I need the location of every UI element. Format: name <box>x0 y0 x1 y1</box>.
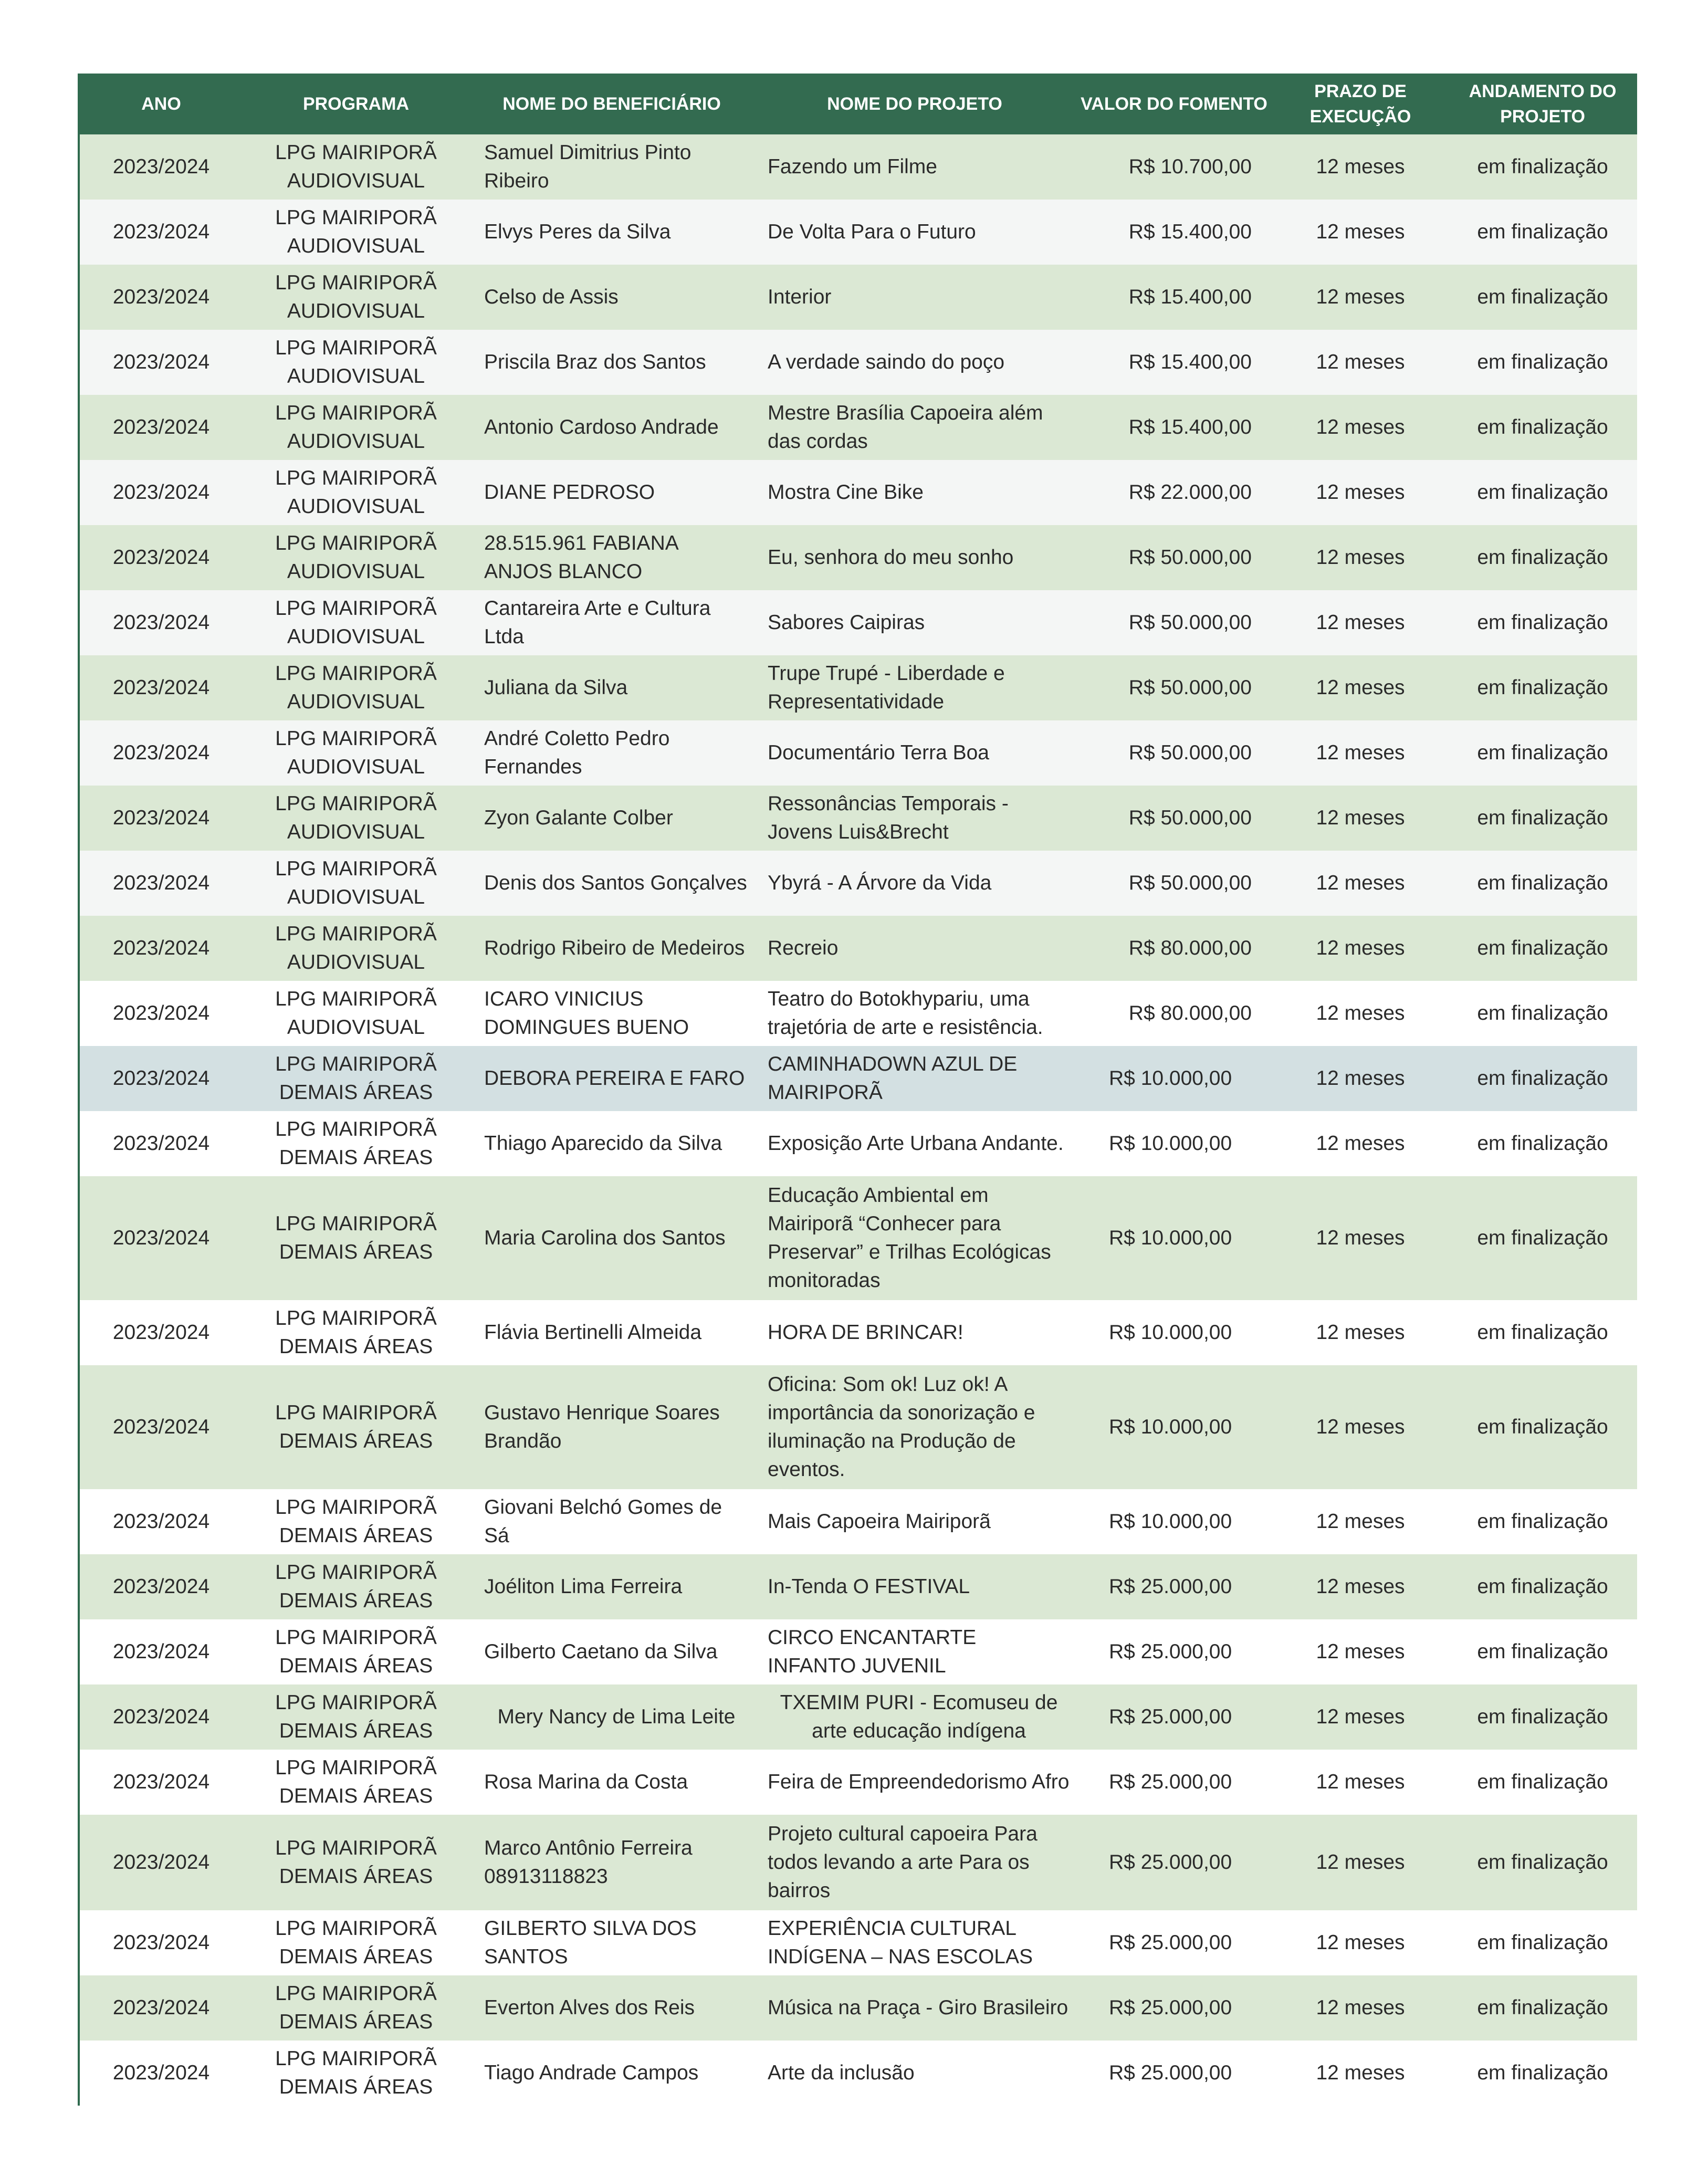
cell-andamento: em finalização <box>1448 1910 1637 1975</box>
cell-andamento: em finalização <box>1448 1975 1637 2041</box>
cell-prazo: 12 meses <box>1273 1046 1448 1111</box>
cell-projeto: Oficina: Som ok! Luz ok! A importância da sonorização e iluminação na Produção de eventos. <box>754 1365 1075 1489</box>
cell-andamento: em finalização <box>1448 265 1637 330</box>
cell-valor: R$ 50.000,00 <box>1075 590 1273 655</box>
cell-projeto: In-Tenda O FESTIVAL <box>754 1554 1075 1619</box>
cell-projeto: CIRCO ENCANTARTE INFANTO JUVENIL <box>754 1619 1075 1684</box>
cell-andamento: em finalização <box>1448 1619 1637 1684</box>
cell-programa: LPG MAIRIPORÃ DEMAIS ÁREAS <box>243 1750 469 1815</box>
table-row <box>80 1684 1637 1750</box>
header-ano: ANO <box>80 74 243 134</box>
cell-programa: LPG MAIRIPORÃ DEMAIS ÁREAS <box>243 1176 469 1300</box>
cell-ano: 2023/2024 <box>80 1910 243 1975</box>
cell-projeto: Documentário Terra Boa <box>754 720 1075 786</box>
table-row <box>80 1975 1637 2041</box>
cell-andamento: em finalização <box>1448 200 1637 265</box>
cell-programa: LPG MAIRIPORÃ DEMAIS ÁREAS <box>243 1815 469 1910</box>
cell-valor: R$ 25.000,00 <box>1075 1910 1273 1975</box>
cell-prazo: 12 meses <box>1273 981 1448 1046</box>
cell-andamento: em finalização <box>1448 720 1637 786</box>
cell-valor: R$ 22.000,00 <box>1075 460 1273 525</box>
cell-valor: R$ 15.400,00 <box>1075 200 1273 265</box>
cell-programa: LPG MAIRIPORÃ AUDIOVISUAL <box>243 330 469 395</box>
table-row <box>80 1489 1637 1554</box>
table-row <box>80 395 1637 460</box>
table-row <box>80 786 1637 851</box>
cell-beneficiario: Samuel Dimitrius Pinto Ribeiro <box>469 134 754 200</box>
cell-valor: R$ 80.000,00 <box>1075 981 1273 1046</box>
table-row <box>80 655 1637 720</box>
cell-prazo: 12 meses <box>1273 1975 1448 2041</box>
cell-beneficiario: Rodrigo Ribeiro de Medeiros <box>469 916 754 981</box>
cell-ano: 2023/2024 <box>80 1554 243 1619</box>
cell-programa: LPG MAIRIPORÃ AUDIOVISUAL <box>243 655 469 720</box>
cell-programa: LPG MAIRIPORÃ AUDIOVISUAL <box>243 851 469 916</box>
table-row <box>80 200 1637 265</box>
table-row <box>80 1365 1637 1489</box>
cell-ano: 2023/2024 <box>80 590 243 655</box>
cell-andamento: em finalização <box>1448 1111 1637 1176</box>
cell-projeto: Sabores Caipiras <box>754 590 1075 655</box>
cell-valor: R$ 25.000,00 <box>1075 1975 1273 2041</box>
header-projeto: NOME DO PROJETO <box>754 74 1075 134</box>
cell-ano: 2023/2024 <box>80 1489 243 1554</box>
cell-ano: 2023/2024 <box>80 916 243 981</box>
cell-prazo: 12 meses <box>1273 1176 1448 1300</box>
cell-prazo: 12 meses <box>1273 395 1448 460</box>
cell-prazo: 12 meses <box>1273 1489 1448 1554</box>
table-row <box>80 525 1637 590</box>
table-row <box>80 1300 1637 1365</box>
cell-projeto: Interior <box>754 265 1075 330</box>
cell-prazo: 12 meses <box>1273 1910 1448 1975</box>
cell-ano: 2023/2024 <box>80 655 243 720</box>
cell-programa: LPG MAIRIPORÃ DEMAIS ÁREAS <box>243 1111 469 1176</box>
cell-beneficiario: Denis dos Santos Gonçalves <box>469 851 754 916</box>
cell-prazo: 12 meses <box>1273 1750 1448 1815</box>
cell-ano: 2023/2024 <box>80 1815 243 1910</box>
table-row <box>80 1815 1637 1910</box>
cell-valor: R$ 10.700,00 <box>1075 134 1273 200</box>
cell-beneficiario: Juliana da Silva <box>469 655 754 720</box>
cell-beneficiario: Gustavo Henrique Soares Brandão <box>469 1365 754 1489</box>
cell-beneficiario: DIANE PEDROSO <box>469 460 754 525</box>
cell-beneficiario: Marco Antônio Ferreira 08913118823 <box>469 1815 754 1910</box>
table-row <box>80 590 1637 655</box>
cell-beneficiario: Giovani Belchó Gomes de Sá <box>469 1489 754 1554</box>
cell-ano: 2023/2024 <box>80 1750 243 1815</box>
cell-valor: R$ 10.000,00 <box>1075 1300 1273 1365</box>
cell-programa: LPG MAIRIPORÃ AUDIOVISUAL <box>243 134 469 200</box>
cell-valor: R$ 25.000,00 <box>1075 1750 1273 1815</box>
cell-prazo: 12 meses <box>1273 265 1448 330</box>
header-programa: PROGRAMA <box>243 74 469 134</box>
cell-prazo: 12 meses <box>1273 590 1448 655</box>
cell-projeto: EXPERIÊNCIA CULTURAL INDÍGENA – NAS ESCOLAS <box>754 1910 1075 1975</box>
cell-ano: 2023/2024 <box>80 200 243 265</box>
cell-valor: R$ 15.400,00 <box>1075 265 1273 330</box>
cell-andamento: em finalização <box>1448 134 1637 200</box>
cell-prazo: 12 meses <box>1273 1815 1448 1910</box>
cell-projeto: Teatro do Botokhypariu, uma trajetória de arte e resistência. <box>754 981 1075 1046</box>
cell-projeto: Trupe Trupé - Liberdade e Representatividade <box>754 655 1075 720</box>
cell-valor: R$ 10.000,00 <box>1075 1489 1273 1554</box>
cell-prazo: 12 meses <box>1273 2041 1448 2106</box>
cell-projeto: Mostra Cine Bike <box>754 460 1075 525</box>
cell-andamento: em finalização <box>1448 395 1637 460</box>
table-row <box>80 134 1637 200</box>
cell-programa: LPG MAIRIPORÃ AUDIOVISUAL <box>243 720 469 786</box>
header-andamento: ANDAMENTO DO PROJETO <box>1448 74 1637 134</box>
cell-andamento: em finalização <box>1448 2041 1637 2106</box>
cell-programa: LPG MAIRIPORÃ AUDIOVISUAL <box>243 395 469 460</box>
cell-beneficiario: Celso de Assis <box>469 265 754 330</box>
cell-valor: R$ 25.000,00 <box>1075 1815 1273 1910</box>
cell-prazo: 12 meses <box>1273 460 1448 525</box>
cell-valor: R$ 50.000,00 <box>1075 720 1273 786</box>
cell-andamento: em finalização <box>1448 786 1637 851</box>
cell-programa: LPG MAIRIPORÃ DEMAIS ÁREAS <box>243 2041 469 2106</box>
cell-projeto: Recreio <box>754 916 1075 981</box>
cell-valor: R$ 25.000,00 <box>1075 1684 1273 1750</box>
cell-projeto: Feira de Empreendedorismo Afro <box>754 1750 1075 1815</box>
cell-prazo: 12 meses <box>1273 1365 1448 1489</box>
cell-valor: R$ 50.000,00 <box>1075 525 1273 590</box>
cell-ano: 2023/2024 <box>80 720 243 786</box>
cell-valor: R$ 25.000,00 <box>1075 2041 1273 2106</box>
fomento-table <box>80 74 1637 2106</box>
cell-andamento: em finalização <box>1448 1815 1637 1910</box>
cell-programa: LPG MAIRIPORÃ DEMAIS ÁREAS <box>243 1300 469 1365</box>
cell-programa: LPG MAIRIPORÃ DEMAIS ÁREAS <box>243 1046 469 1111</box>
cell-andamento: em finalização <box>1448 655 1637 720</box>
cell-projeto: Ressonâncias Temporais - Jovens Luis&Brecht <box>754 786 1075 851</box>
header-prazo: PRAZO DE EXECUÇÃO <box>1273 74 1448 134</box>
cell-valor: R$ 10.000,00 <box>1075 1111 1273 1176</box>
table-row <box>80 916 1637 981</box>
cell-programa: LPG MAIRIPORÃ AUDIOVISUAL <box>243 460 469 525</box>
cell-andamento: em finalização <box>1448 1176 1637 1300</box>
cell-andamento: em finalização <box>1448 1046 1637 1111</box>
cell-ano: 2023/2024 <box>80 1046 243 1111</box>
table-header-row <box>80 74 1637 134</box>
table-row <box>80 1910 1637 1975</box>
table-row <box>80 851 1637 916</box>
cell-valor: R$ 50.000,00 <box>1075 851 1273 916</box>
cell-programa: LPG MAIRIPORÃ DEMAIS ÁREAS <box>243 1489 469 1554</box>
table-row <box>80 1111 1637 1176</box>
cell-ano: 2023/2024 <box>80 395 243 460</box>
cell-ano: 2023/2024 <box>80 1619 243 1684</box>
cell-andamento: em finalização <box>1448 525 1637 590</box>
cell-projeto: Música na Praça - Giro Brasileiro <box>754 1975 1075 2041</box>
cell-beneficiario: ICARO VINICIUS DOMINGUES BUENO <box>469 981 754 1046</box>
cell-programa: LPG MAIRIPORÃ AUDIOVISUAL <box>243 590 469 655</box>
table-row <box>80 1176 1637 1300</box>
cell-beneficiario: DEBORA PEREIRA E FARO <box>469 1046 754 1111</box>
cell-beneficiario: Cantareira Arte e Cultura Ltda <box>469 590 754 655</box>
table-row <box>80 1554 1637 1619</box>
cell-projeto: CAMINHADOWN AZUL DE MAIRIPORÃ <box>754 1046 1075 1111</box>
cell-prazo: 12 meses <box>1273 1619 1448 1684</box>
cell-beneficiario: 28.515.961 FABIANA ANJOS BLANCO <box>469 525 754 590</box>
cell-beneficiario: Everton Alves dos Reis <box>469 1975 754 2041</box>
cell-ano: 2023/2024 <box>80 1365 243 1489</box>
cell-valor: R$ 25.000,00 <box>1075 1554 1273 1619</box>
table-row <box>80 330 1637 395</box>
cell-projeto: A verdade saindo do poço <box>754 330 1075 395</box>
cell-programa: LPG MAIRIPORÃ AUDIOVISUAL <box>243 981 469 1046</box>
cell-ano: 2023/2024 <box>80 525 243 590</box>
cell-andamento: em finalização <box>1448 981 1637 1046</box>
cell-valor: R$ 10.000,00 <box>1075 1046 1273 1111</box>
cell-ano: 2023/2024 <box>80 460 243 525</box>
cell-valor: R$ 15.400,00 <box>1075 395 1273 460</box>
cell-prazo: 12 meses <box>1273 916 1448 981</box>
cell-projeto: Eu, senhora do meu sonho <box>754 525 1075 590</box>
cell-valor: R$ 50.000,00 <box>1075 786 1273 851</box>
cell-andamento: em finalização <box>1448 590 1637 655</box>
cell-projeto: Mestre Brasília Capoeira além das cordas <box>754 395 1075 460</box>
cell-beneficiario: Zyon Galante Colber <box>469 786 754 851</box>
cell-beneficiario: Priscila Braz dos Santos <box>469 330 754 395</box>
cell-beneficiario: Mery Nancy de Lima Leite <box>469 1684 754 1750</box>
cell-andamento: em finalização <box>1448 916 1637 981</box>
cell-beneficiario: Maria Carolina dos Santos <box>469 1176 754 1300</box>
table-row <box>80 2041 1637 2106</box>
cell-projeto: Exposição Arte Urbana Andante. <box>754 1111 1075 1176</box>
cell-andamento: em finalização <box>1448 1750 1637 1815</box>
cell-prazo: 12 meses <box>1273 786 1448 851</box>
cell-andamento: em finalização <box>1448 330 1637 395</box>
cell-andamento: em finalização <box>1448 1554 1637 1619</box>
cell-andamento: em finalização <box>1448 1684 1637 1750</box>
table-row <box>80 981 1637 1046</box>
cell-ano: 2023/2024 <box>80 1975 243 2041</box>
cell-programa: LPG MAIRIPORÃ AUDIOVISUAL <box>243 786 469 851</box>
cell-valor: R$ 50.000,00 <box>1075 655 1273 720</box>
cell-beneficiario: Tiago Andrade Campos <box>469 2041 754 2106</box>
cell-programa: LPG MAIRIPORÃ AUDIOVISUAL <box>243 200 469 265</box>
cell-valor: R$ 10.000,00 <box>1075 1365 1273 1489</box>
cell-andamento: em finalização <box>1448 1365 1637 1489</box>
cell-ano: 2023/2024 <box>80 981 243 1046</box>
cell-ano: 2023/2024 <box>80 134 243 200</box>
cell-projeto: Mais Capoeira Mairiporã <box>754 1489 1075 1554</box>
cell-programa: LPG MAIRIPORÃ AUDIOVISUAL <box>243 916 469 981</box>
cell-prazo: 12 meses <box>1273 1300 1448 1365</box>
cell-valor: R$ 25.000,00 <box>1075 1619 1273 1684</box>
cell-ano: 2023/2024 <box>80 1684 243 1750</box>
cell-beneficiario: Rosa Marina da Costa <box>469 1750 754 1815</box>
cell-programa: LPG MAIRIPORÃ DEMAIS ÁREAS <box>243 1554 469 1619</box>
cell-ano: 2023/2024 <box>80 1300 243 1365</box>
table-row <box>80 1750 1637 1815</box>
cell-prazo: 12 meses <box>1273 134 1448 200</box>
cell-ano: 2023/2024 <box>80 851 243 916</box>
cell-beneficiario: Elvys Peres da Silva <box>469 200 754 265</box>
cell-projeto: Fazendo um Filme <box>754 134 1075 200</box>
table-row <box>80 265 1637 330</box>
cell-beneficiario: Flávia Bertinelli Almeida <box>469 1300 754 1365</box>
cell-prazo: 12 meses <box>1273 1554 1448 1619</box>
cell-programa: LPG MAIRIPORÃ DEMAIS ÁREAS <box>243 1619 469 1684</box>
table-row <box>80 1046 1637 1111</box>
cell-beneficiario: Thiago Aparecido da Silva <box>469 1111 754 1176</box>
cell-programa: LPG MAIRIPORÃ DEMAIS ÁREAS <box>243 1684 469 1750</box>
cell-programa: LPG MAIRIPORÃ AUDIOVISUAL <box>243 525 469 590</box>
cell-projeto: HORA DE BRINCAR! <box>754 1300 1075 1365</box>
table-row <box>80 460 1637 525</box>
cell-ano: 2023/2024 <box>80 1111 243 1176</box>
cell-andamento: em finalização <box>1448 460 1637 525</box>
header-beneficiario: NOME DO BENEFICIÁRIO <box>469 74 754 134</box>
cell-beneficiario: Antonio Cardoso Andrade <box>469 395 754 460</box>
cell-ano: 2023/2024 <box>80 1176 243 1300</box>
cell-beneficiario: GILBERTO SILVA DOS SANTOS <box>469 1910 754 1975</box>
cell-prazo: 12 meses <box>1273 1684 1448 1750</box>
cell-valor: R$ 80.000,00 <box>1075 916 1273 981</box>
cell-prazo: 12 meses <box>1273 720 1448 786</box>
cell-projeto: Arte da inclusão <box>754 2041 1075 2106</box>
cell-andamento: em finalização <box>1448 851 1637 916</box>
cell-beneficiario: André Coletto Pedro Fernandes <box>469 720 754 786</box>
cell-projeto: Educação Ambiental em Mairiporã “Conhecer para Preservar” e Trilhas Ecológicas monitoradas <box>754 1176 1075 1300</box>
cell-prazo: 12 meses <box>1273 525 1448 590</box>
table-row <box>80 720 1637 786</box>
cell-programa: LPG MAIRIPORÃ DEMAIS ÁREAS <box>243 1365 469 1489</box>
cell-ano: 2023/2024 <box>80 2041 243 2106</box>
cell-programa: LPG MAIRIPORÃ DEMAIS ÁREAS <box>243 1975 469 2041</box>
cell-beneficiario: Gilberto Caetano da Silva <box>469 1619 754 1684</box>
cell-ano: 2023/2024 <box>80 265 243 330</box>
cell-programa: LPG MAIRIPORÃ AUDIOVISUAL <box>243 265 469 330</box>
cell-andamento: em finalização <box>1448 1300 1637 1365</box>
cell-ano: 2023/2024 <box>80 786 243 851</box>
cell-valor: R$ 15.400,00 <box>1075 330 1273 395</box>
cell-projeto: De Volta Para o Futuro <box>754 200 1075 265</box>
cell-prazo: 12 meses <box>1273 851 1448 916</box>
cell-ano: 2023/2024 <box>80 330 243 395</box>
cell-beneficiario: Joéliton Lima Ferreira <box>469 1554 754 1619</box>
cell-prazo: 12 meses <box>1273 200 1448 265</box>
table-row <box>80 1619 1637 1684</box>
cell-projeto: TXEMIM PURI - Ecomuseu de arte educação indígena <box>754 1684 1075 1750</box>
cell-projeto: Projeto cultural capoeira Para todos levando a arte Para os bairros <box>754 1815 1075 1910</box>
cell-programa: LPG MAIRIPORÃ DEMAIS ÁREAS <box>243 1910 469 1975</box>
cell-prazo: 12 meses <box>1273 330 1448 395</box>
cell-valor: R$ 10.000,00 <box>1075 1176 1273 1300</box>
header-valor: VALOR DO FOMENTO <box>1075 74 1273 134</box>
cell-projeto: Ybyrá - A Árvore da Vida <box>754 851 1075 916</box>
cell-andamento: em finalização <box>1448 1489 1637 1554</box>
fomento-table-sheet <box>78 74 1637 2106</box>
cell-prazo: 12 meses <box>1273 1111 1448 1176</box>
cell-prazo: 12 meses <box>1273 655 1448 720</box>
